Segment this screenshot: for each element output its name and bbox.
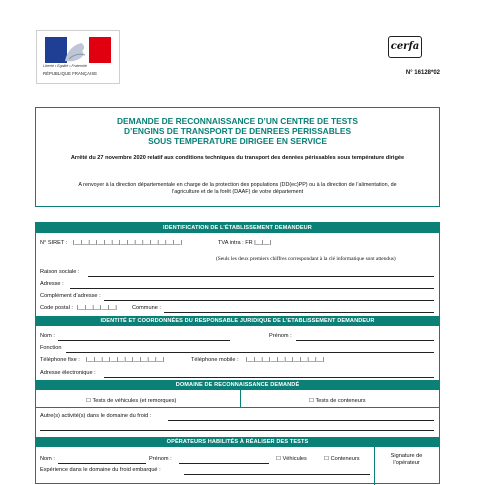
option-vehicules[interactable] xyxy=(86,398,176,404)
telephone-fixe-label: Téléphone fixe : xyxy=(40,357,80,363)
option-conteneurs[interactable] xyxy=(309,398,366,404)
form-frame xyxy=(35,222,440,484)
telephone-fixe-input[interactable]: |__|__|__|__|__|__|__|__|__|__| xyxy=(86,357,165,363)
operateur-nom-label: Nom : xyxy=(40,456,55,462)
complement-adresse-label: Complément d’adresse : xyxy=(40,293,101,299)
responsable-nom-label: Nom : xyxy=(40,333,55,339)
raison-sociale-field[interactable] xyxy=(88,276,434,277)
republic-name: RÉPUBLIQUE FRANÇAISE xyxy=(43,71,98,76)
adresse-field[interactable] xyxy=(70,288,434,289)
republic-motto: Liberté • Égalité • Fraternité xyxy=(43,64,87,68)
section-identification-header: IDENTIFICATION DE L’ÉTABLISSEMENT DEMANDEUR xyxy=(36,223,439,233)
fonction-label: Fonction xyxy=(40,345,62,351)
return-instructions xyxy=(44,182,431,196)
responsable-nom-field[interactable] xyxy=(58,340,230,341)
return-instructions-line-1: A renvoyer à la direction départementale en charge de la protection des populations (DD(ec)PP) ou à la direction de l’alimentation, de xyxy=(78,182,397,188)
code-postal-input[interactable]: |__|__|__|__|__| xyxy=(77,305,117,311)
checkbox-icon[interactable]: ☐ xyxy=(324,456,330,462)
raison-sociale-label: Raison sociale : xyxy=(40,269,80,275)
email-label: Adresse électronique : xyxy=(40,370,96,376)
autres-activites-field-2[interactable] xyxy=(40,430,434,431)
checkbox-icon[interactable]: ☐ xyxy=(276,456,282,462)
operateur-prenom-label: Prénom : xyxy=(149,456,172,462)
adresse-label: Adresse : xyxy=(40,281,64,287)
telephone-mobile-label: Téléphone mobile : xyxy=(191,357,239,363)
operateur-vehicules-checkbox[interactable] xyxy=(276,456,307,462)
title-line-1: DEMANDE DE RECONNAISSANCE D’UN CENTRE DE TESTS xyxy=(116,116,359,126)
tva-note: (Seuls les deux premiers chiffres correspondant à la clé informatique sont attendus) xyxy=(216,256,396,262)
autres-activites-label: Autre(s) activité(s) dans le domaine du froid : xyxy=(40,413,152,419)
signature-cell[interactable] xyxy=(374,453,439,467)
marianne-flag-icon xyxy=(45,37,111,63)
complement-adresse-field[interactable] xyxy=(104,300,434,301)
marianne-logo xyxy=(36,30,120,84)
section-responsable-header: IDENTITÉ ET COORDONNÉES DU RESPONSABLE JURIDIQUE DE L’ETABLISSEMENT DEMANDEUR xyxy=(36,316,439,326)
signature-label-line-2: l’opérateur xyxy=(393,460,420,466)
experience-field[interactable] xyxy=(184,474,370,475)
operateur-prenom-field[interactable] xyxy=(179,463,269,464)
section-domaine-header: DOMAINE DE RECONNAISSANCE DEMANDÉ xyxy=(36,380,439,390)
commune-label: Commune : xyxy=(132,305,161,311)
commune-field[interactable] xyxy=(164,312,434,313)
fonction-field[interactable] xyxy=(66,352,434,353)
cerfa-number: N° 16128*02 xyxy=(405,70,440,76)
title-line-2: D’ENGINS DE TRANSPORT DE DENREES PERISSABLES xyxy=(123,126,352,136)
code-postal-label: Code postal : xyxy=(40,305,73,311)
title-box xyxy=(35,107,440,207)
siret-input[interactable]: |__|__|__|__|__|__|__|__|__|__|__|__|__|__| xyxy=(73,240,182,246)
telephone-mobile-input[interactable]: |__|__|__|__|__|__|__|__|__|__| xyxy=(246,357,325,363)
domaine-separator xyxy=(36,407,439,408)
checkbox-icon[interactable]: ☐ xyxy=(86,398,92,404)
email-field[interactable] xyxy=(104,377,434,378)
experience-label: Expérience dans le domaine du froid embarqué : xyxy=(40,467,161,473)
domaine-divider xyxy=(240,390,241,407)
option-conteneurs-label: Tests de conteneurs xyxy=(315,398,366,404)
operateur-nom-field[interactable] xyxy=(58,463,146,464)
autres-activites-field-1[interactable] xyxy=(168,420,434,421)
cerfa-logo: cerfa xyxy=(388,36,422,58)
operateur-conteneurs-checkbox[interactable] xyxy=(324,456,360,462)
operateur-conteneurs-label: Conteneurs xyxy=(330,456,360,462)
title-line-3: SOUS TEMPERATURE DIRIGEE EN SERVICE xyxy=(148,136,327,146)
decree-reference: Arrêté du 27 novembre 2020 relatif aux conditions techniques du transport des denrées périssables sous température dirigée xyxy=(70,155,405,161)
tva-input[interactable]: TVA intra : FR |__|__| xyxy=(218,240,272,246)
section-operateurs-header: OPÉRATEURS HABILITÉS À RÉALISER DES TESTS xyxy=(36,437,439,447)
responsable-prenom-field[interactable] xyxy=(296,340,434,341)
option-vehicules-label: Tests de véhicules (et remorques) xyxy=(92,398,177,404)
signature-label-line-1: Signature de xyxy=(390,453,423,459)
operateur-vehicules-label: Véhicules xyxy=(282,456,307,462)
checkbox-icon[interactable]: ☐ xyxy=(309,398,315,404)
siret-label: N° SIRET : xyxy=(40,240,68,246)
responsable-prenom-label: Prénom : xyxy=(269,333,292,339)
return-instructions-line-2: l’agriculture et de la forêt (DAAF) de votre département xyxy=(171,189,304,195)
